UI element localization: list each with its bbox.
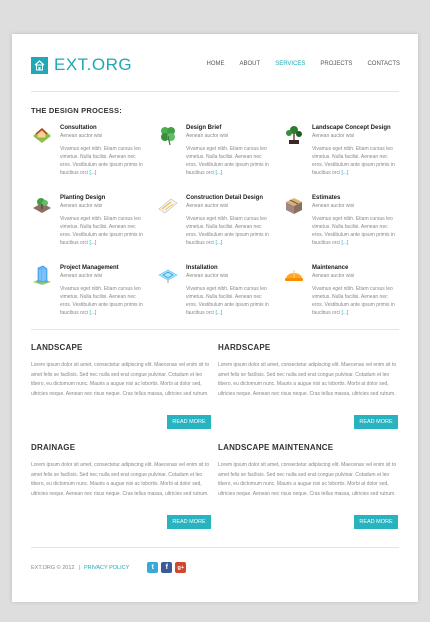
read-more-button[interactable]: READ MORE xyxy=(167,515,211,529)
content-block-maintenance xyxy=(218,443,398,529)
social-links xyxy=(147,562,189,573)
content-block-hardscape xyxy=(218,343,398,429)
process-item-subtitle: Aenean auctor wisi xyxy=(186,203,229,209)
process-item-body: Vivamus eget nibh. Etiam cursus leo vimetus. Nulla facilisi. Aenean nec eros. Vestibulum ante ipsum primis in faucibus orci xyxy=(60,286,143,316)
content-block-landscape xyxy=(31,343,211,429)
process-item-text xyxy=(186,215,274,247)
process-item-subtitle: Aenean auctor wisi xyxy=(60,203,103,209)
read-more-button[interactable]: READ MORE xyxy=(354,515,398,529)
section-divider xyxy=(31,329,399,330)
process-item-title: Project Management xyxy=(60,265,119,271)
process-item-text xyxy=(186,285,274,317)
facebook-icon[interactable]: f xyxy=(161,562,172,573)
nav-about[interactable]: ABOUT xyxy=(239,61,261,67)
clover-icon xyxy=(157,124,179,146)
house-logo-icon xyxy=(31,57,48,74)
process-item-subtitle: Aenean auctor wisi xyxy=(186,273,229,279)
copyright: EXT.ORG © 2012 xyxy=(31,564,75,571)
more-link[interactable]: [...] xyxy=(341,170,349,176)
process-item-text xyxy=(312,145,400,177)
process-item-subtitle: Aenean auctor wisi xyxy=(312,203,355,209)
tree-icon xyxy=(31,194,53,216)
process-item-body: Vivamus eget nibh. Etiam cursus leo vimetus. Nulla facilisi. Aenean nec eros. Vestibulum ante ipsum primis in faucibus orci xyxy=(186,286,269,316)
process-item-title: Consultation xyxy=(60,125,97,131)
more-link[interactable]: [...] xyxy=(89,310,97,316)
footer xyxy=(31,562,189,573)
process-item-subtitle: Aenean auctor wisi xyxy=(186,133,229,139)
nav-services[interactable]: SERVICES xyxy=(275,61,306,67)
logo[interactable] xyxy=(31,55,132,75)
process-item-text xyxy=(60,285,148,317)
bonsai-icon xyxy=(283,124,305,146)
process-item-title: Landscape Concept Design xyxy=(312,125,391,131)
block-text: Lorem ipsum dolor sit amet, consectetur adipiscing elit. Maecenas vel enim sit to amet felis se facilisis. Sed nec nulla sed erat congue pulvinar. Cotadum et leo tibero, eu dictomum nunc. Mauris a augue nisi ac lobortis. Morbi at dolor sed, ultricies neque. Aenean nec risus neque. Cras tellus massa, ultricies sed rutrum. xyxy=(31,362,210,397)
process-item-body: Vivamus eget nibh. Etiam cursus leo vimetus. Nulla facilisi. Aenean nec eros. Vestibulum ante ipsum primis in faucibus orci xyxy=(186,216,269,246)
block-title: HARDSCAPE xyxy=(218,343,271,352)
read-more-button[interactable]: READ MORE xyxy=(167,415,211,429)
process-item-title: Maintenance xyxy=(312,265,349,271)
box-icon xyxy=(283,194,305,216)
process-item-text xyxy=(186,145,274,177)
process-title: THE DESIGN PROCESS: xyxy=(31,106,122,115)
building-icon xyxy=(31,264,53,286)
twitter-icon[interactable]: t xyxy=(147,562,158,573)
more-link[interactable]: [...] xyxy=(215,310,223,316)
logo-text: EXT.ORG xyxy=(54,55,133,74)
plan-icon xyxy=(157,264,179,286)
block-text: Lorem ipsum dolor sit amet, consectetur adipiscing elit. Maecenas vel enim sit to amet felis se facilisis. Sed nec nulla sed erat congue pulvinar. Cotadum et leo tibero, eu dictomum nunc. Mauris a augue nisi ac lobortis. Morbi at dolor sed, ultricies neque. Aenean nec risus neque. Cras tellus massa, ultricies sed rutrum. xyxy=(218,362,397,397)
process-item-text xyxy=(60,215,148,247)
nav-contacts[interactable]: CONTACTS xyxy=(367,61,400,67)
nav-home[interactable]: HOME xyxy=(206,61,225,67)
block-title: DRAINAGE xyxy=(31,443,76,452)
more-link[interactable]: [...] xyxy=(89,240,97,246)
more-link[interactable]: [...] xyxy=(89,170,97,176)
nav-projects[interactable]: PROJECTS xyxy=(320,61,353,67)
privacy-policy-link[interactable]: PRIVACY POLICY xyxy=(83,564,130,571)
more-link[interactable]: [...] xyxy=(215,170,223,176)
page-container xyxy=(12,34,418,602)
process-item-body: Vivamus eget nibh. Etiam cursus leo vimetus. Nulla facilisi. Aenean nec eros. Vestibulum ante ipsum primis in faucibus orci xyxy=(312,216,395,246)
process-item-text xyxy=(312,215,400,247)
more-link[interactable]: [...] xyxy=(215,240,223,246)
process-item-body: Vivamus eget nibh. Etiam cursus leo vimetus. Nulla facilisi. Aenean nec eros. Vestibulum ante ipsum primis in faucibus orci xyxy=(60,146,143,176)
process-item-title: Planting Design xyxy=(60,195,106,201)
house-icon xyxy=(31,124,53,146)
hardhat-icon xyxy=(283,264,305,286)
footer-separator: | xyxy=(78,564,80,571)
process-item-title: Construction Detail Design xyxy=(186,195,264,201)
blueprint-icon xyxy=(157,194,179,216)
more-link[interactable]: [...] xyxy=(341,310,349,316)
main-nav xyxy=(192,61,400,67)
process-item-title: Estimates xyxy=(312,195,341,201)
process-item-body: Vivamus eget nibh. Etiam cursus leo vimetus. Nulla facilisi. Aenean nec eros. Vestibulum ante ipsum primis in faucibus orci xyxy=(186,146,269,176)
process-item-text xyxy=(312,285,400,317)
content-block-drainage xyxy=(31,443,211,529)
process-item-body: Vivamus eget nibh. Etiam cursus leo vimetus. Nulla facilisi. Aenean nec eros. Vestibulum ante ipsum primis in faucibus orci xyxy=(312,286,395,316)
process-item-title: Installation xyxy=(186,265,218,271)
read-more-button[interactable]: READ MORE xyxy=(354,415,398,429)
process-item-body: Vivamus eget nibh. Etiam cursus leo vimetus. Nulla facilisi. Aenean nec eros. Vestibulum ante ipsum primis in faucibus orci xyxy=(60,216,143,246)
block-text: Lorem ipsum dolor sit amet, consectetur adipiscing elit. Maecenas vel enim sit to amet felis se facilisis. Sed nec nulla sed erat congue pulvinar. Cotadum et leo tibero, eu dictomum nunc. Mauris a augue nisi ac lobortis. Morbi at dolor sed, ultricies neque. Aenean nec risus neque. Cras tellus massa, ultricies sed rutrum. xyxy=(218,462,397,497)
google-plus-icon[interactable]: g+ xyxy=(175,562,186,573)
block-text: Lorem ipsum dolor sit amet, consectetur adipiscing elit. Maecenas vel enim sit to amet felis se facilisis. Sed nec nulla sed erat congue pulvinar. Cotadum et leo tibero, eu dictomum nunc. Mauris a augue nisi ac lobortis. Morbi at dolor sed, ultricies neque. Aenean nec risus neque. Cras tellus massa, ultricies sed rutrum. xyxy=(31,462,210,497)
block-title: LANDSCAPE xyxy=(31,343,83,352)
more-link[interactable]: [...] xyxy=(341,240,349,246)
process-item-title: Design Brief xyxy=(186,125,222,131)
block-title: LANDSCAPE MAINTENANCE xyxy=(218,443,334,452)
process-item-subtitle: Aenean auctor wisi xyxy=(312,133,355,139)
process-item-subtitle: Aenean auctor wisi xyxy=(60,133,103,139)
process-item-body: Vivamus eget nibh. Etiam cursus leo vimetus. Nulla facilisi. Aenean nec eros. Vestibulum ante ipsum primis in faucibus orci xyxy=(312,146,395,176)
header-divider xyxy=(31,91,399,92)
footer-divider xyxy=(31,547,399,548)
process-item-text xyxy=(60,145,148,177)
process-item-subtitle: Aenean auctor wisi xyxy=(312,273,355,279)
process-item-subtitle: Aenean auctor wisi xyxy=(60,273,103,279)
